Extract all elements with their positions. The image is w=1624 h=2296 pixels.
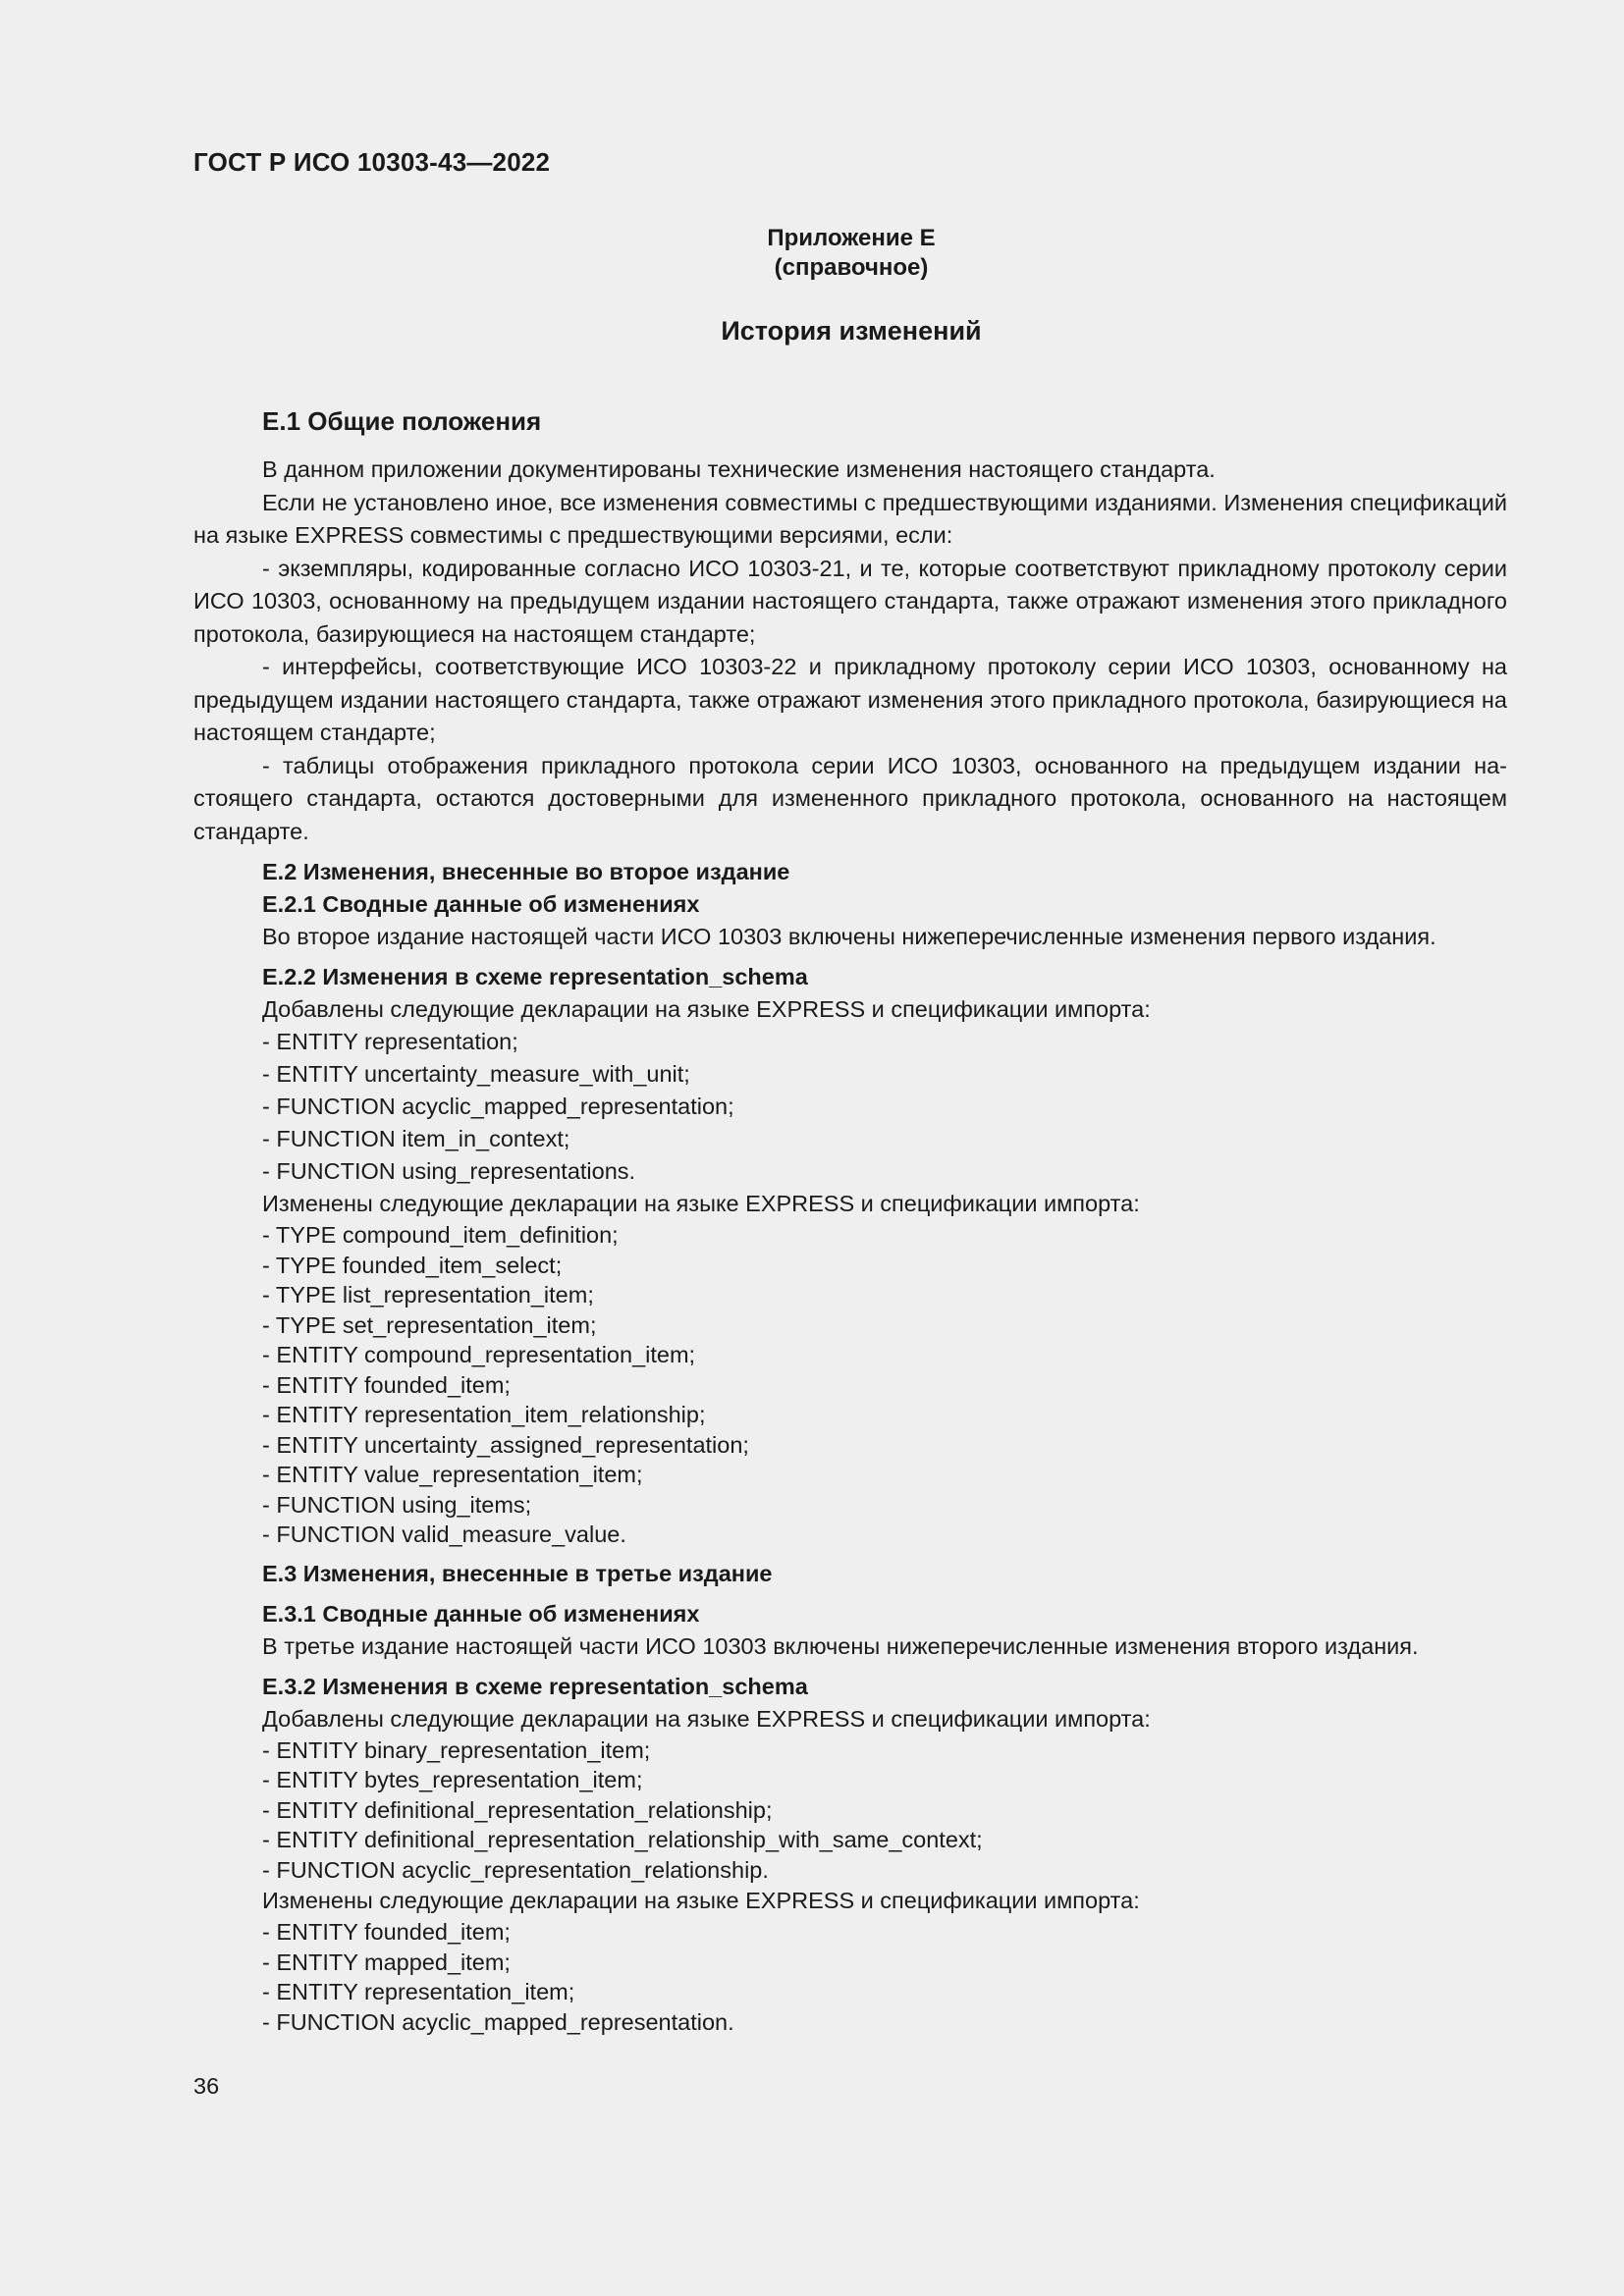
list-item: - ENTITY mapped_item; [262,1949,511,1975]
list-item: - FUNCTION acyclic_mapped_representation; [262,1094,734,1119]
list-item: - TYPE list_representation_item; [262,1282,594,1308]
list-item: - TYPE set_representation_item; [262,1311,597,1338]
list-item: - ENTITY representation_item; [262,1979,575,2004]
e2-2-changed-list [193,1220,1507,1550]
section-e3-heading: Е.3 Изменения, внесенные в третье издание [262,1560,773,1586]
list-item: - ENTITY binary_representation_item; [262,1736,651,1763]
e1-paragraph-5: - таблицы отображения прикладного протокола серии ИСО 10303, основанного на предыдущем издании настоящего стандарта, остаются достоверными для измененного прикладного протокола, основанного на настоящем стандарте. [193,752,1507,844]
e2-1-text: Во второе издание настоящей части ИСО 10303 включены нижеперечисленные изменения первого издания. [262,924,1436,949]
list-item: - FUNCTION using_representations. [262,1158,636,1184]
section-e3-1-heading: Е.3.1 Сводные данные об изменениях [262,1600,700,1627]
e3-2-changed-list [193,1917,1507,2037]
list-item: - ENTITY founded_item; [262,1919,511,1945]
list-item: - ENTITY definitional_representation_relationship; [262,1796,773,1823]
document-header: ГОСТ Р ИСО 10303-43—2022 [193,147,551,177]
e1-paragraph-4: - интерфейсы, соответствующие ИСО 10303-22 и прикладному протоколу серии ИСО 10303, основанному на предыдущем издании настоящего стандарта, также отражают изменения этого прикладного протокола, базирующиеся на настоящем стандарте; [193,654,1507,745]
e3-2-changed-intro: Изменены следующие декларации на языке EXPRESS и спецификации импорта: [262,1888,1140,1913]
e2-2-added-list [193,1026,1507,1188]
e1-paragraph-1: В данном приложении документированы технические изменения настоящего стандарта. [262,456,1216,482]
e3-2-added-intro: Добавлены следующие декларации на языке EXPRESS и спецификации импорта: [262,1705,1151,1732]
list-item: - ENTITY representation; [262,1029,518,1054]
e2-2-changed-intro: Изменены следующие декларации на языке EXPRESS и спецификации импорта: [262,1191,1140,1216]
list-item: - ENTITY definitional_representation_relationship_with_same_context; [262,1827,983,1852]
list-item: - FUNCTION acyclic_mapped_representation. [262,2008,734,2035]
section-e3-2-heading: Е.3.2 Изменения в схеме representation_schema [262,1673,808,1699]
page-content [193,402,1507,2037]
annex-title: История изменений [721,316,982,346]
section-e2-2-heading: Е.2.2 Изменения в схеме representation_schema [262,964,808,989]
list-item: - FUNCTION valid_measure_value. [262,1522,626,1547]
section-e2-1-heading: Е.2.1 Сводные данные об изменениях [262,891,700,917]
list-item: - TYPE compound_item_definition; [262,1222,619,1248]
page-number: 36 [193,2073,220,2099]
e3-1-text: В третье издание настоящей части ИСО 10303 включены нижеперечисленные изменения второго издания. [262,1632,1419,1659]
list-item: - ENTITY compound_representation_item; [262,1342,696,1367]
list-item: - FUNCTION item_in_context; [262,1126,570,1151]
list-item: - ENTITY founded_item; [262,1371,511,1398]
section-e1-heading: Е.1 Общие положения [262,406,542,436]
list-item: - ENTITY representation_item_relationship; [262,1402,706,1427]
annex-heading [0,224,1624,283]
list-item: - TYPE founded_item_select; [262,1252,563,1278]
list-item: - FUNCTION using_items; [262,1491,532,1518]
section-e2-heading: Е.2 Изменения, внесенные во второе издание [262,859,790,884]
list-item: - ENTITY value_representation_item; [262,1462,643,1487]
e3-2-added-list [193,1735,1507,1886]
e1-paragraph-2: Если не установлено иное, все изменения совместимы с предшествующими изданиями. Изменения спецификаций на языке EXPRESS совместимы с предшествующими версиями, если: [193,489,1507,548]
list-item: - ENTITY bytes_representation_item; [262,1767,643,1792]
list-item: - ENTITY uncertainty_measure_with_unit; [262,1061,690,1087]
e1-paragraph-3: - экземпляры, кодированные согласно ИСО 10303-21, и те, которые соответствуют прикладному протоколу серии ИСО 10303, основанному на предыдущем издании настоящего стандарта, также отражают изменения этого прикладного протокола, базирующиеся на настоящем стандарте; [193,555,1507,647]
e2-2-added-intro: Добавлены следующие декларации на языке EXPRESS и спецификации импорта: [262,996,1151,1022]
list-item: - ENTITY uncertainty_assigned_representation; [262,1431,749,1458]
list-item: - FUNCTION acyclic_representation_relationship. [262,1856,769,1883]
annex-type: (справочное) [774,254,929,281]
annex-label: Приложение Е [767,225,936,251]
